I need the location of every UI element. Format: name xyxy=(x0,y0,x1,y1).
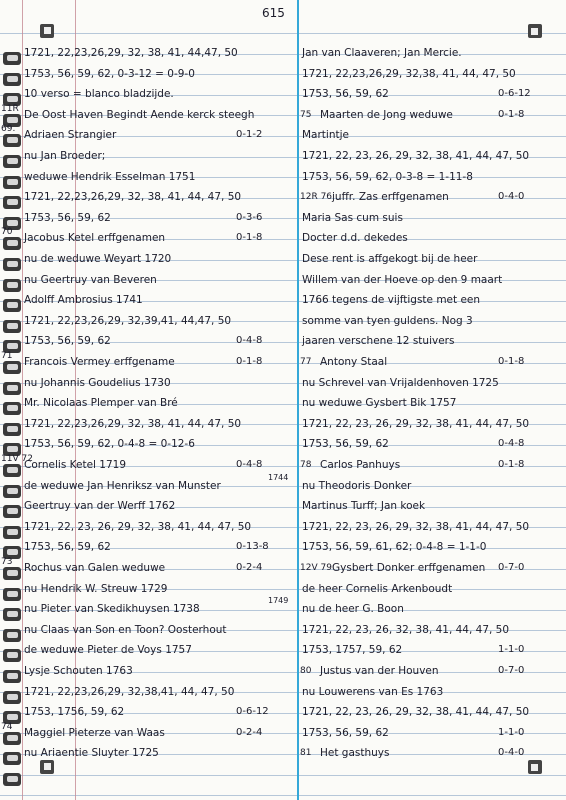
spiral-hole xyxy=(3,629,21,642)
right-entry-number: 77 xyxy=(300,357,312,367)
right-entry-amount: 1-1-0 xyxy=(498,726,525,738)
spiral-hole xyxy=(3,588,21,601)
right-entry-text: jaaren verschene 12 stuivers xyxy=(302,335,455,348)
right-entry-amount: 1-1-0 xyxy=(498,644,525,656)
right-entry-text: juffr. Zas erffgenamen xyxy=(332,191,449,204)
left-entry-text: nu Geertruy van Beveren xyxy=(24,273,157,286)
left-entry-amount: 0-1-2 xyxy=(236,129,263,141)
left-entry-number: 74 xyxy=(1,721,13,732)
left-entry-text: de weduwe Pieter de Voys 1757 xyxy=(24,644,192,657)
left-entry-amount: 0-13-8 xyxy=(236,541,269,553)
right-entry-text: Het gasthuys xyxy=(320,747,390,760)
spiral-hole xyxy=(3,526,21,539)
left-entry-text: nu Jan Broeder; xyxy=(24,150,106,162)
right-entry-text: somme van tyen guldens. Nog 3 xyxy=(302,314,473,327)
right-entry-text: de heer Cornelis Arkenboudt xyxy=(302,582,453,595)
corner-marker-top-left xyxy=(40,24,54,38)
right-entry-text: nu de heer G. Boon xyxy=(302,603,404,616)
spiral-hole xyxy=(3,691,21,704)
right-entry-amount: 0-6-12 xyxy=(498,88,531,100)
spiral-hole xyxy=(3,279,21,292)
right-entry-amount: 0-1-8 xyxy=(498,459,525,470)
left-entry-text: 10 verso = blanco bladzijde. xyxy=(24,88,174,101)
right-entry-amount: 0-1-8 xyxy=(498,108,525,120)
corner-marker-top-right xyxy=(528,24,542,38)
left-entry-text: nu Ariaentie Sluyter 1725 xyxy=(24,747,159,760)
left-entry-text: nu Claas van Son en Toon? Oosterhout xyxy=(24,623,227,636)
right-entry-text: Dese rent is affgekogt bij de heer xyxy=(302,253,478,265)
spiral-hole xyxy=(3,176,21,189)
left-entry-text: Cornelis Ketel 1719 xyxy=(24,459,127,471)
page-number: 615 xyxy=(262,6,285,20)
right-entry-text: 1753, 56, 59, 61, 62; 0-4-8 = 1-1-0 xyxy=(302,541,487,554)
left-entry-amount: 0-3-6 xyxy=(236,211,263,223)
left-entry-text: weduwe Hendrik Esselman 1751 xyxy=(24,170,196,183)
right-entry-text: nu Louwerens van Es 1763 xyxy=(302,685,444,698)
right-entry-text: Jan van Claaveren; Jan Mercie. xyxy=(302,47,462,59)
ruled-line xyxy=(0,795,566,796)
right-entry-text: 1721, 22, 23, 26, 32, 38, 41, 44, 47, 50 xyxy=(302,623,510,636)
left-entry-text: 1753, 1756, 59, 62 xyxy=(24,706,125,719)
left-entry-text: Geertruy van der Werff 1762 xyxy=(24,500,176,513)
left-entry-text: Maggiel Pieterze van Waas xyxy=(24,726,165,739)
left-entry-amount: 0-1-8 xyxy=(236,356,263,367)
left-entry-text: de weduwe Jan Henriksz van Munster xyxy=(24,479,221,492)
left-entry-amount: 0-2-4 xyxy=(236,726,263,738)
left-entry-text: 1753, 56, 59, 62 xyxy=(24,211,111,224)
spiral-hole xyxy=(3,299,21,312)
spiral-hole xyxy=(3,649,21,662)
right-entry-text: Maria Sas cum suis xyxy=(302,211,403,224)
left-entry-number: 73 xyxy=(1,557,13,567)
right-entry-text: nu weduwe Gysbert Bik 1757 xyxy=(302,397,457,410)
right-entry-number: 80 xyxy=(300,666,312,676)
spiral-hole xyxy=(3,485,21,498)
right-entry-text: 1753, 56, 59, 62 xyxy=(302,726,389,739)
left-entry-text: Lysje Schouten 1763 xyxy=(24,665,133,677)
right-entry-text: Martinus Turff; Jan koek xyxy=(302,500,426,513)
left-entry-text: 1721, 22, 23, 26, 29, 32, 38, 41, 44, 47, 50 xyxy=(24,520,252,533)
right-entry-text: Maarten de Jong weduwe xyxy=(320,108,453,121)
left-entry-text: 1721, 22,23,26,29, 32,38,41, 44, 47, 50 xyxy=(24,685,235,698)
left-margin-line xyxy=(22,0,23,800)
left-entry-text: Francois Vermey erffgename xyxy=(24,356,175,368)
spiral-hole xyxy=(3,608,21,621)
right-entry-amount: 0-4-8 xyxy=(498,438,525,450)
left-entry-text: 1753, 56, 59, 62, 0-3-12 = 0-9-0 xyxy=(24,67,195,80)
left-entry-text: Adolff Ambrosius 1741 xyxy=(24,294,143,307)
left-entry-text: Rochus van Galen weduwe xyxy=(24,562,166,574)
left-entry-text: 1721, 22,23,26,29, 32, 38, 41, 44,47, 50 xyxy=(24,47,238,59)
right-entry-text: 1721, 22, 23, 26, 29, 32, 38, 41, 44, 47, 50 xyxy=(302,150,530,162)
spiral-hole xyxy=(3,258,21,271)
left-entry-text: nu Pieter van Skedikhuysen 1738 xyxy=(24,603,200,616)
left-entry-text: Mr. Nicolaas Plemper van Bré xyxy=(24,397,178,410)
left-entry-text: Jacobus Ketel erffgenamen xyxy=(24,232,166,245)
left-entry-amount: 0-2-4 xyxy=(236,562,263,573)
left-entry-number: 69. xyxy=(1,124,16,135)
left-entry-text: 1721, 22,23,26,29, 32, 38, 41, 44, 47, 50 xyxy=(24,191,242,204)
left-entry-number: 70 xyxy=(1,227,13,238)
right-entry-number: 12V 79 xyxy=(300,563,332,573)
right-entry-amount: 0-4-0 xyxy=(498,747,525,759)
left-entry-superscript: 1744 xyxy=(268,472,289,482)
right-entry-text: Willem van der Hoeve op den 9 maart xyxy=(302,273,503,286)
spiral-hole xyxy=(3,752,21,765)
spiral-hole xyxy=(3,52,21,65)
right-entry-text: 1766 tegens de vijftigste met een xyxy=(302,294,481,307)
spiral-hole xyxy=(3,320,21,333)
spiral-hole xyxy=(3,73,21,86)
right-entry-text: Justus van der Houven xyxy=(320,665,439,677)
center-blue-line xyxy=(297,0,299,800)
right-entry-amount: 0-7-0 xyxy=(498,665,525,676)
right-entry-text: 1753, 56, 59, 62 xyxy=(302,88,389,101)
right-entry-text: Martintje xyxy=(302,129,349,142)
left-entry-text: nu Johannis Goudelius 1730 xyxy=(24,376,171,389)
left-entry-text: De Oost Haven Begindt Aende kerck steegh xyxy=(24,108,255,121)
right-entry-text: 1721, 22,23,26,29, 32,38, 41, 44, 47, 50 xyxy=(302,67,516,80)
right-entry-text: 1753, 56, 59, 62 xyxy=(302,438,389,451)
right-entry-amount: 0-4-0 xyxy=(498,191,525,203)
spiral-hole xyxy=(3,196,21,209)
right-entry-number: 12R 76 xyxy=(300,192,333,203)
right-entry-number: 81 xyxy=(300,748,312,759)
left-entry-text: 1721, 22,23,26,29, 32,39,41, 44,47, 50 xyxy=(24,314,232,327)
left-entry-text: Adriaen Strangier xyxy=(24,129,117,142)
left-entry-amount: 0-4-8 xyxy=(236,459,263,470)
left-entry-text: 1753, 56, 59, 62, 0-4-8 = 0-12-6 xyxy=(24,438,195,451)
right-entry-number: 78 xyxy=(300,460,312,470)
left-entry-text: 1753, 56, 59, 62 xyxy=(24,335,111,348)
right-entry-text: Carlos Panhuys xyxy=(320,459,401,471)
right-entry-text: Gysbert Donker erffgenamen xyxy=(332,562,486,574)
left-entry-number: 11V 72 xyxy=(1,454,33,464)
spiral-hole xyxy=(3,773,21,786)
left-entry-text: 1721, 22,23,26,29, 32, 38, 41, 44, 47, 50 xyxy=(24,417,242,430)
right-entry-text: 1753, 56, 59, 62, 0-3-8 = 1-11-8 xyxy=(302,170,473,183)
right-entry-amount: 0-1-8 xyxy=(498,356,525,367)
spiral-hole xyxy=(3,423,21,436)
left-entry-amount: 0-6-12 xyxy=(236,706,269,718)
right-entry-number: 75 xyxy=(300,109,312,120)
ruled-line xyxy=(0,33,566,34)
left-entry-number: 71 xyxy=(1,351,13,361)
right-entry-text: nu Theodoris Donker xyxy=(302,479,412,492)
spiral-hole xyxy=(3,382,21,395)
spiral-hole xyxy=(3,670,21,683)
right-entry-text: Antony Staal xyxy=(320,356,388,368)
right-entry-text: nu Schrevel van Vrijaldenhoven 1725 xyxy=(302,376,499,389)
right-entry-text: Docter d.d. dekedes xyxy=(302,232,408,245)
right-entry-amount: 0-7-0 xyxy=(498,562,525,573)
left-entry-text: nu Hendrik W. Streuw 1729 xyxy=(24,582,168,595)
ruled-line xyxy=(0,775,566,776)
left-entry-text: 1753, 56, 59, 62 xyxy=(24,541,111,554)
right-entry-text: 1721, 22, 23, 26, 29, 32, 38, 41, 44, 47, 50 xyxy=(302,520,530,533)
left-entry-number: 11R xyxy=(1,103,19,114)
left-entry-amount: 0-4-8 xyxy=(236,335,263,347)
right-entry-text: 1753, 1757, 59, 62 xyxy=(302,644,403,657)
left-entry-amount: 0-1-8 xyxy=(236,232,263,244)
right-entry-text: 1721, 22, 23, 26, 29, 32, 38, 41, 44, 47, 50 xyxy=(302,706,530,719)
left-entry-superscript: 1749 xyxy=(268,596,289,606)
spiral-hole xyxy=(3,505,21,518)
spiral-hole xyxy=(3,155,21,168)
left-entry-text: nu de weduwe Weyart 1720 xyxy=(24,253,172,265)
right-entry-text: 1721, 22, 23, 26, 29, 32, 38, 41, 44, 47, 50 xyxy=(302,417,530,430)
spiral-hole xyxy=(3,402,21,415)
